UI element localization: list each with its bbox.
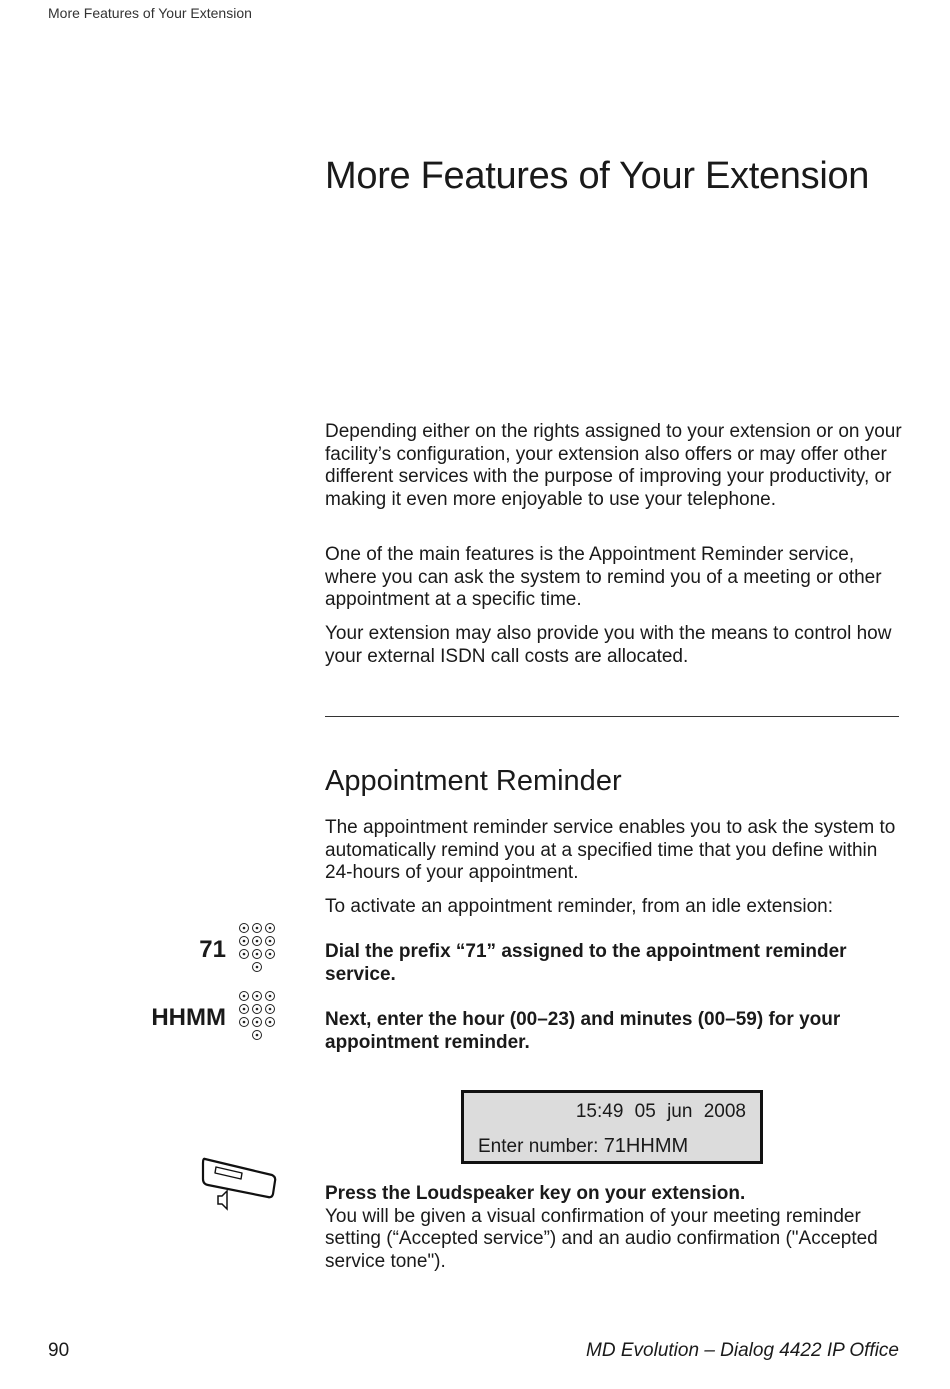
display-value: 71HHMM [603,1135,689,1157]
section-paragraph: The appointment reminder service enables you to ask the system to automatically remind you at a specified time that you define within 24-hours of your appointment. [325,817,896,884]
keypad-icon [238,990,276,1042]
step-label-time: HHMM [151,1004,226,1031]
intro-paragraph: Depending either on the rights assigned to your extension or on your facility’s configuration, your extension also offers or may offer other different services with the purpose of improving your productivity, or making it even more enjoyable to use your telephone. [325,421,902,510]
section-title: Appointment Reminder [325,765,622,797]
keypad-icon [238,922,276,974]
footer-doc-title: MD Evolution – Dialog 4422 IP Office [586,1340,899,1361]
intro-paragraph: One of the main features is the Appointment Reminder service, where you can ask the system to remind you of a meeting or other appointment at a specific time. [325,544,882,611]
loudspeaker-key-icon [198,1155,278,1215]
intro-paragraph: Your extension may also provide you with the means to control how your external ISDN call costs are allocated. [325,623,892,667]
final-step-instruction [325,1183,905,1273]
display-time: 15:49 [575,1101,624,1122]
phone-display [461,1090,763,1164]
section-paragraph: To activate an appointment reminder, from an idle extension: [325,896,834,917]
page-number: 90 [48,1340,70,1361]
running-header: More Features of Your Extension [48,5,252,21]
display-input-line [478,1135,688,1158]
step-instruction: Dial the prefix “71” assigned to the appointment reminder service. [325,941,847,985]
display-date: 05 jun 2008 [634,1101,746,1122]
step-instruction: Next, enter the hour (00–23) and minutes (00–59) for your appointment reminder. [325,1009,841,1053]
final-step-text: You will be given a visual confirmation of your meeting reminder setting (“Accepted service”) and an audio confirmation ("Accepted service tone"). [325,1205,878,1272]
step-label-prefix: 71 [199,936,226,963]
final-step-bold: Press the Loudspeaker key on your extension. [325,1183,746,1204]
display-status-line [576,1101,746,1123]
display-prompt: Enter number: [478,1136,599,1157]
section-divider [325,716,899,717]
page-title: More Features of Your Extension [325,155,870,197]
